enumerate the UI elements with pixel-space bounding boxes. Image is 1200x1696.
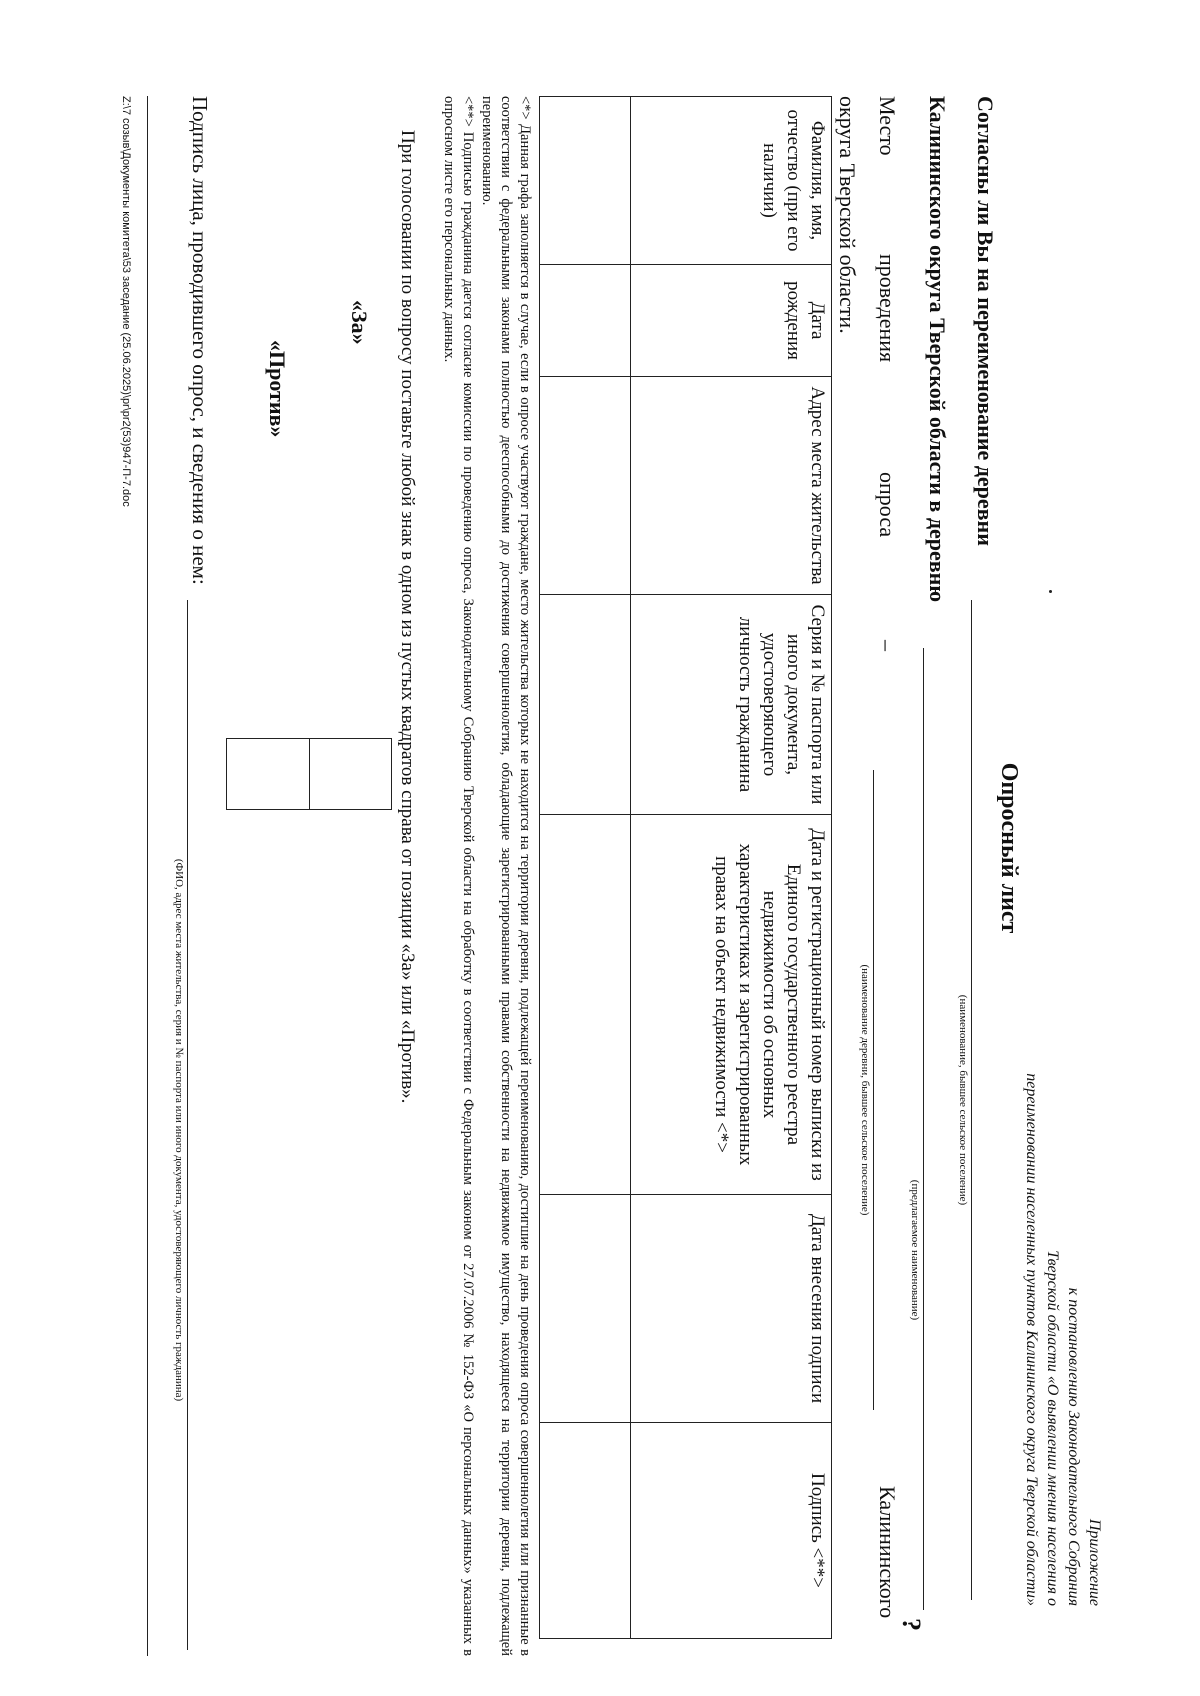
- cell-signature[interactable]: [540, 1423, 631, 1639]
- place-name-field[interactable]: [873, 770, 874, 1410]
- col-header-signature: Подпись <**>: [631, 1423, 832, 1639]
- signer-label: Подпись лица, проводившего опрос, и сведения о нем:: [188, 96, 212, 585]
- vote-protiv-label: «Против»: [265, 340, 290, 438]
- scan-speck: [1049, 590, 1052, 593]
- place-word-2: проведения: [875, 254, 900, 363]
- question-mark: ?: [897, 1618, 926, 1631]
- survey-table: [539, 96, 832, 1639]
- vote-protiv-checkbox[interactable]: [226, 738, 310, 810]
- vote-za-label: «За»: [347, 300, 372, 345]
- place-kalinin: Калининского: [875, 1486, 900, 1619]
- cell-passport[interactable]: [540, 595, 631, 815]
- signer-info-field[interactable]: [187, 600, 188, 1650]
- col-header-sign-date: Дата внесения подписи: [631, 1195, 832, 1423]
- cell-fio[interactable]: [540, 97, 631, 265]
- footnote-1: <*> Данная графа заполняется в случае, если в опросе участвуют граждане, место жительства которых не находится на территории деревни, подлежащей переименованию, достигшие на день проведения опроса совершеннолетия или признанные в соответствии с федеральными законами полностью дееспособными до достижения совершеннолетия, обладающие зарегистрированными правами собственности на недвижимое имущество, находящееся на территории деревни, подлежащей переименованию.: [479, 96, 533, 1656]
- place-dash: –: [875, 640, 900, 651]
- appendix-label: Приложение: [1086, 1518, 1103, 1606]
- voting-instruction: При голосовании по вопросу поставьте любой знак в одном из пустых квадратов справа от позиции «За» или «Против».: [397, 130, 418, 1104]
- footnotes: [439, 96, 534, 1656]
- footer-divider: [147, 96, 148, 1656]
- place-word-1: Место: [875, 96, 900, 156]
- appendix-line-2: Тверской области «О выявлении мнения населения о: [1044, 1250, 1061, 1606]
- cell-registry[interactable]: [540, 815, 631, 1195]
- document-title: Опросный лист: [996, 762, 1022, 934]
- col-header-registry: Дата и регистрационный номер выписки из Единого государственного реестра недвижимости об основных характеристиках и зарегистрированных правах на объект недвижимости <*>: [631, 815, 832, 1195]
- col-header-fio: Фамилия, имя, отчество (при его наличии): [631, 97, 832, 265]
- new-name-field[interactable]: [923, 648, 924, 1610]
- new-name-caption: (предлагаемое наименование): [909, 1179, 921, 1321]
- village-name-field[interactable]: [971, 600, 972, 1600]
- footnote-2: <**> Подписью гражданина дается согласие комиссии по проведению опроса, Законодательному Собранию Тверской области на обработку в соответствии с Федеральным законом от 27.07.2006 № 152-ФЗ «О персональных данных» указанных в опросном листе его персональных данных.: [441, 96, 476, 1656]
- col-header-address: Адрес места жительства: [631, 377, 832, 595]
- appendix-note: [1021, 886, 1105, 1606]
- village-name-caption: (наименование, бывшее сельское поселение): [957, 994, 969, 1206]
- signer-caption: (ФИО, адрес места жительства, серия и № паспорта или иного документа, удостоверяющего личность гражданина): [173, 858, 185, 1402]
- vote-za-checkbox[interactable]: [308, 738, 392, 810]
- appendix-line-3: переименовании населенных пунктов Калининского округа Тверской области»: [1023, 1073, 1040, 1606]
- col-header-birthdate: Дата рождения: [631, 265, 832, 377]
- question-line-2: Калининского округа Тверской области в деревню: [925, 96, 950, 603]
- appendix-line-1: к постановлению Законодательного Собрания: [1065, 1287, 1082, 1606]
- table-header-row: [631, 97, 832, 1639]
- place-okrug: округа Тверской области.: [835, 96, 860, 334]
- cell-sign-date[interactable]: [540, 1195, 631, 1423]
- question-line-1: Согласны ли Вы на переименование деревни: [973, 96, 998, 546]
- cell-address[interactable]: [540, 377, 631, 595]
- footer-file-path: Z:\7 созыв\Документы комитета\53 заседание (25.06.2025)\pr\pr2(53)947-П-7.doc: [120, 96, 132, 507]
- place-word-3: опроса: [875, 472, 900, 538]
- table-row: [540, 97, 631, 1639]
- cell-birthdate[interactable]: [540, 265, 631, 377]
- col-header-passport: Серия и № паспорта или иного документа, удостоверяющего личность гражданина: [631, 595, 832, 815]
- place-name-caption: (наименование деревни, бывшее сельское поселение): [859, 964, 871, 1216]
